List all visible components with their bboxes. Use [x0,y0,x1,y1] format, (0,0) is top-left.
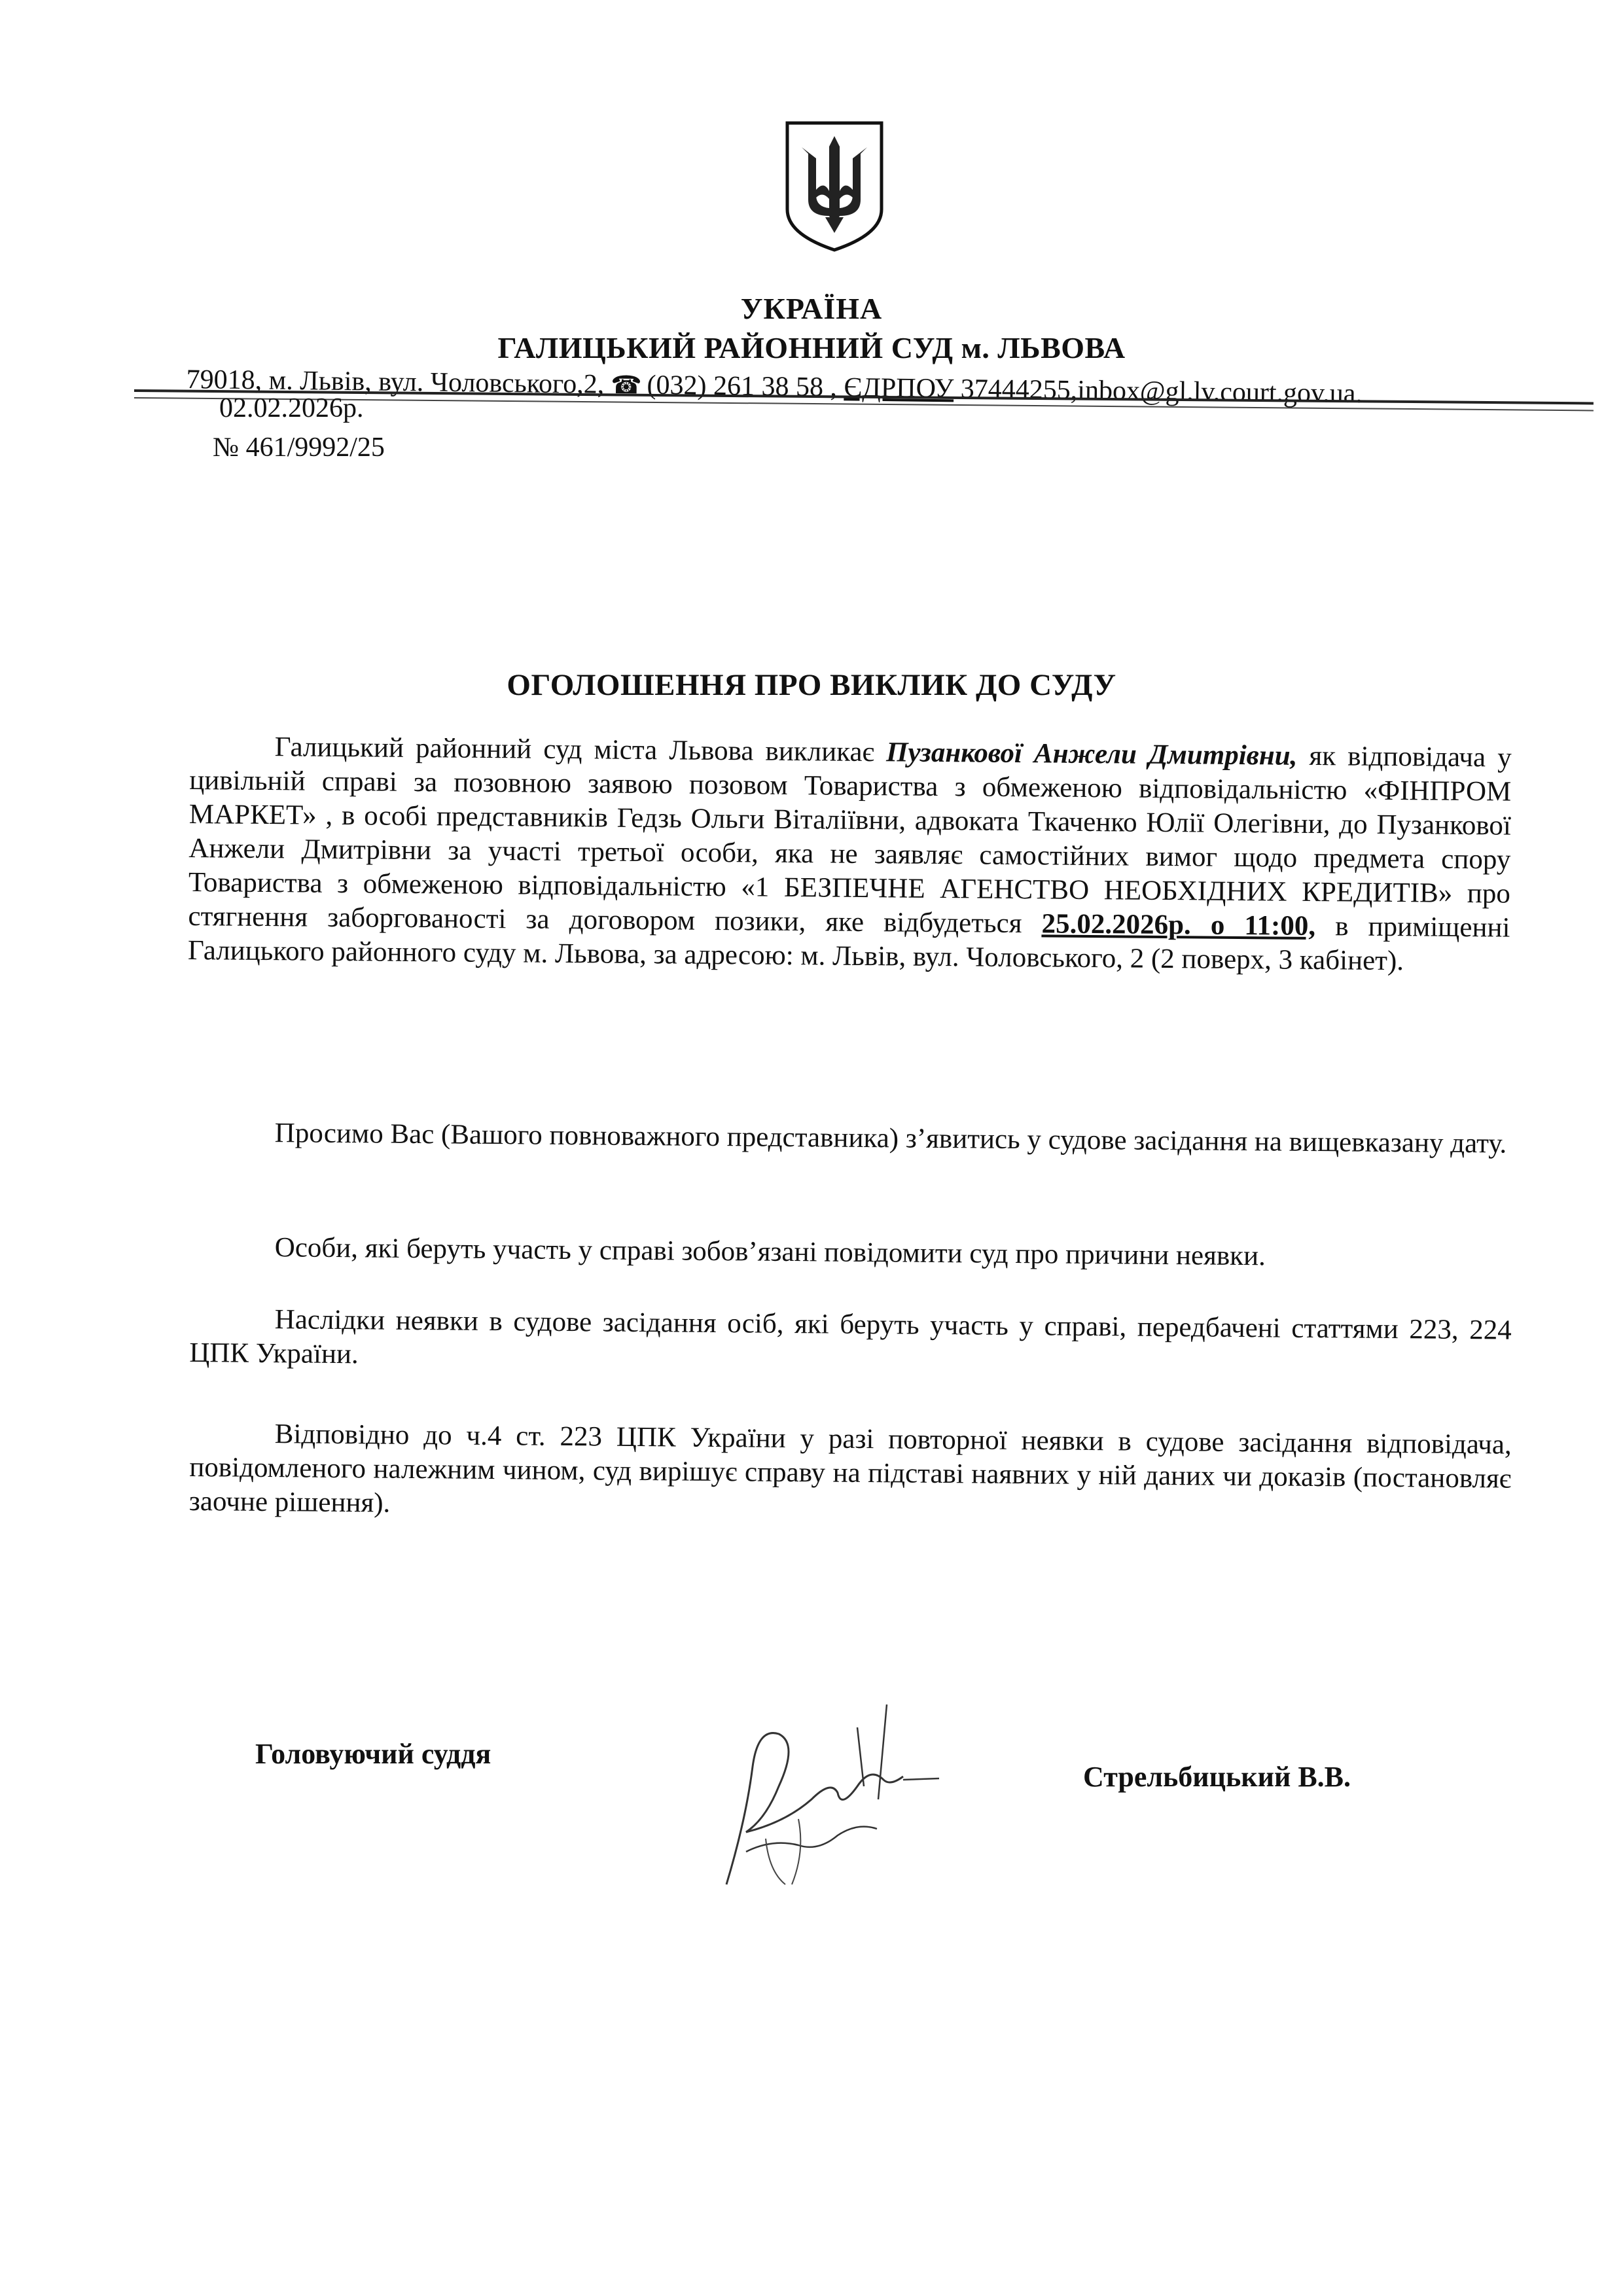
phone-icon: ☎ [610,371,642,400]
defendant-name: Пузанкової Анжели Дмитрівни, [885,737,1298,771]
default-judgment-text: Відповідно до ч.4 ст. 223 ЦПК України у разі повторної неявки в судове засідання відповідача, повідомленого належним чином, суд вирішує справу на підставі наявних у ній даних чи доказів (постановляє заочне рішення). [188,1419,1512,1519]
paragraph-summons [188,730,1512,980]
court-name-heading: ГАЛИЦЬКИЙ РАЙОННИЙ СУД м. ЛЬВОВА [497,331,1126,364]
document-title: ОГОЛОШЕННЯ ПРО ВИКЛИК ДО СУДУ [507,668,1116,702]
summons-text-middle: як відповідача у цивільній справі за позовною заявою позовом Товариства з обмеженою відповідальністю «ФІНПРОМ МАРКЕТ» , в особі представників Гедзь Ольги Віталіївни, адвоката Ткаченко Юлії Олегівни, до Пузанкової Анжели Дмитрівни за участі третьої особи, яка не заявляє самостійних вимог щодо предмета спору Товариства з обмеженою відповідальністю «1 БЕЗПЕЧНЕ АГЕНСТВО НЕОБХІДНИХ КРЕДИТІВ» про стягнення заборгованості за договором позики, яке відбудеться [188,740,1512,940]
court-address: 79018, м. Львів, вул. Чоловського,2, [186,364,605,400]
paragraph-obligation [190,1230,1512,1276]
request-text: Просимо Вас (Вашого повноважного представника) з’явитись у судове засідання на вищевказану дату. [274,1118,1507,1159]
judge-name: Стрельбицький В.В. [1083,1761,1351,1793]
case-number: № 461/9992/25 [213,433,385,463]
hearing-datetime: 25.02.2026р. о 11:00, [1041,908,1316,942]
country-heading: УКРАЇНА [740,292,883,325]
obligation-text: Особи, які беруть участь у справі зобов’язані повідомити суд про причини неявки. [274,1232,1266,1272]
court-phone: (032) 261 38 58 , [647,370,838,403]
presiding-judge-label: Головуючий суддя [255,1738,491,1770]
summons-text-end: в приміщенні Галицького районного суду м. Львова, за адресою: м. Львів, вул. Чоловського, 2 (2 поверх, 3 кабінет). [187,911,1510,977]
summons-text-start: Галицький районний суд міста Львова викликає [274,732,887,768]
consequences-text: Наслідки неявки в судове засідання осіб, які беруть участь у справі, передбачені статтями 223, 224 ЦПК України. [189,1304,1512,1370]
coat-of-arms-icon [782,118,887,255]
edrpou-email: 37444255,inbox@gl.lv.court.gov.ua. [960,374,1363,409]
paragraph-default-judgment [189,1417,1512,1530]
paragraph-consequences [189,1302,1512,1382]
paragraph-request [190,1116,1512,1161]
document-date: 02.02.2026р. [219,393,364,423]
signature-icon [707,1688,955,1898]
edrpou-label: ЄДРПОУ [844,372,954,404]
